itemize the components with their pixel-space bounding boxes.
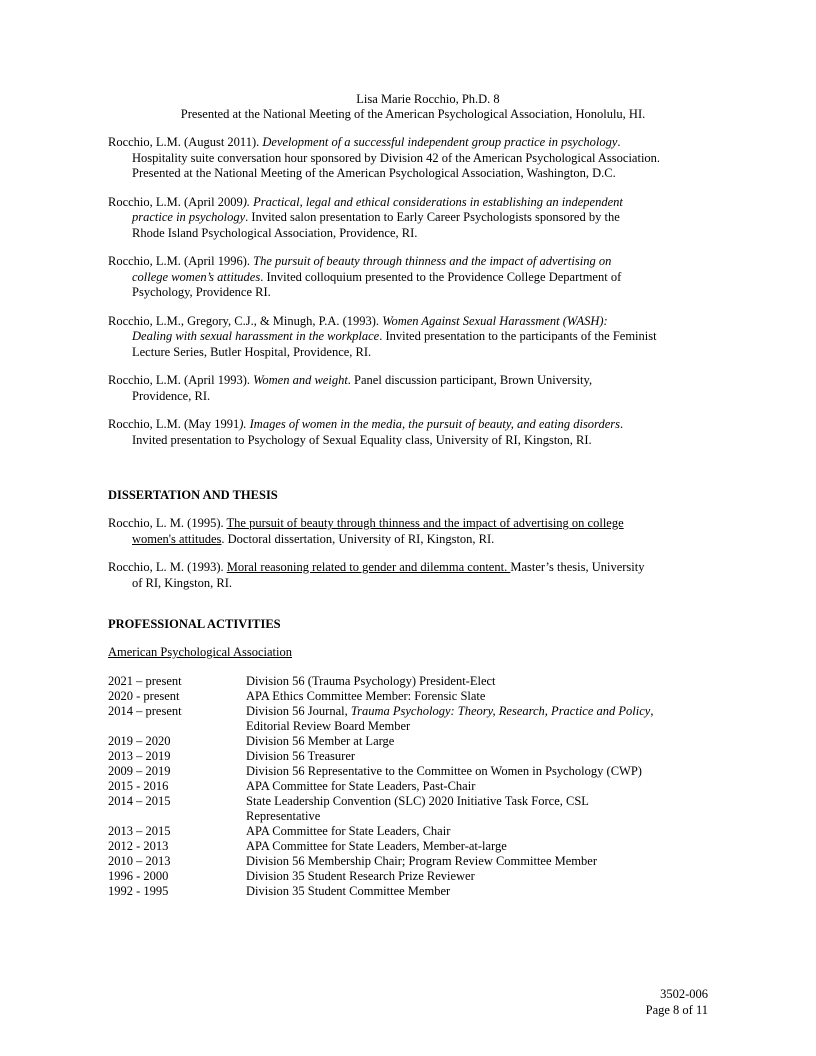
activity-description [246,884,706,899]
text-run: ). Practical, legal and ethical considerations in establishing an independent [242,194,623,209]
professional-activities-heading: PROFESSIONAL ACTIVITIES [108,617,281,631]
spacer [108,448,708,488]
text-run: of RI, Kingston, RI. [132,575,232,590]
text-run: Division 56 Treasurer [246,749,356,763]
entry-line [108,560,708,576]
activity-description [246,764,706,779]
table-row [108,854,706,869]
entry-line [108,516,708,532]
professional-activities-subheading: American Psychological Association [108,645,292,659]
text-run: APA Committee for State Leaders, Past-Chair [246,779,476,793]
page-footer [646,986,708,1018]
entry-line [108,314,708,330]
text-run: Division 56 Member at Large [246,734,395,748]
dissertation-entries [108,516,708,591]
table-row [108,689,706,704]
activity-years: 2013 – 2015 [108,824,171,838]
dissertation-entry [108,516,708,547]
text-run: . Invited salon presentation to Early Career Psychologists sponsored by the [245,210,620,224]
text-run: Editorial Review Board Member [246,719,411,733]
presentation-entry [108,417,708,448]
text-run: Rocchio, L. M. (1993). [108,560,227,574]
spacer [108,591,708,617]
table-row [108,779,706,794]
text-run: Division 56 Journal, [246,704,351,718]
text-run: Division 35 Student Committee Member [246,884,451,898]
document-id: 3502-006 [660,987,708,1001]
entry-line [108,135,708,151]
entry-line [108,285,708,301]
activity-description [246,869,706,884]
text-run: Rocchio, L.M. (April 2009 [108,194,243,209]
presentation-entry [108,314,708,361]
text-run: State Leadership Convention (SLC) 2020 Initiative Task Force, CSL [246,794,589,808]
activity-years: 2021 – present [108,674,182,688]
table-row [108,674,706,689]
activity-years: 2020 - present [108,689,180,703]
text-run: Providence, RI. [132,388,211,403]
text-run: women's attitudes [132,531,222,546]
entry-line [108,151,708,167]
table-row [108,824,706,839]
text-run: APA Committee for State Leaders, Member-at-large [246,839,507,853]
table-row [108,764,706,779]
table-row [108,839,706,854]
text-run: Rocchio, L.M. (May 1991 [108,417,240,431]
text-run: ). Images of women in the media, the pursuit of beauty, and eating disorders [239,417,620,431]
text-run: Dealing with sexual harassment in the workplace [132,329,380,343]
activity-years: 2015 - 2016 [108,779,169,793]
text-run: , [650,704,654,718]
activity-description [246,749,706,764]
text-run: Division 35 Student Research Prize Reviewer [246,869,475,883]
text-run: college women’s attitudes [132,269,261,284]
activity-description [246,824,706,839]
page-header-name: Lisa Marie Rocchio, Ph.D. 8 [356,92,500,106]
text-run: Representative [246,809,321,823]
entry-line [108,270,708,286]
text-run: The pursuit of beauty through thinness and the impact of advertising on college [226,516,624,530]
text-run: Lecture Series, Butler Hospital, Providence, RI. [132,344,372,359]
entry-line [108,226,708,242]
text-run: Rocchio, L.M. (August 2011). [108,135,263,149]
activity-description [246,689,706,704]
professional-activities-table [108,674,706,899]
text-run: Division 56 Representative to the Committee on Women in Psychology (CWP) [246,764,642,778]
text-run: Rhode Island Psychological Association, Providence, RI. [132,225,418,240]
text-run: Rocchio, L.M. (April 1996). [108,254,254,268]
entry-line [108,532,708,548]
text-run: . Panel discussion participant, Brown University, [347,373,593,387]
entry-line [108,389,708,405]
activity-years: 1996 - 2000 [108,869,169,883]
table-row [108,734,706,749]
text-run: Psychology, Providence RI. [132,285,271,299]
text-run: Master’s thesis, University [510,560,645,574]
text-run: Development of a successful independent group practice in psychology [262,135,618,149]
activity-description [246,779,706,794]
activity-description [246,704,706,734]
text-run: . Invited colloquium presented to the Providence College Department of [260,269,622,284]
text-run: Hospitality suite conversation hour sponsored by Division 42 of the American Psychological Association. [132,150,661,165]
page-header-continuation: Presented at the National Meeting of the American Psychological Association, Honolulu, HI. [180,107,646,121]
table-row [108,704,706,734]
text-run: The pursuit of beauty through thinness and the impact of advertising on [253,254,612,268]
presentation-entry [108,254,708,301]
activity-years: 2019 – 2020 [108,734,171,748]
activity-years: 2014 – present [108,704,182,718]
entry-line [108,329,708,345]
activity-description [246,794,706,824]
activity-years: 2009 – 2019 [108,764,171,778]
text-run: . Invited presentation to the participants of the Feminist [379,329,657,343]
dissertation-section-heading: DISSERTATION AND THESIS [108,488,278,502]
presentation-entry [108,373,708,404]
text-run: Invited presentation to Psychology of Sexual Equality class, University of RI, Kingston, RI. [132,432,592,447]
activity-description [246,839,706,854]
text-run: Moral reasoning related to gender and dilemma content. [226,560,511,574]
entry-line [108,166,708,182]
activity-years: 2012 - 2013 [108,839,169,853]
text-run: . [619,417,624,431]
entry-line [108,433,708,449]
activity-years: 1992 - 1995 [108,884,169,898]
table-row [108,749,706,764]
activity-years: 2014 – 2015 [108,794,171,808]
activity-description [246,734,706,749]
entry-line [108,345,708,361]
text-run: Rocchio, L.M., Gregory, C.J., & Minugh, P.A. (1993). [108,313,383,328]
text-run: Rocchio, L. M. (1995). [108,516,227,530]
presentation-entry [108,135,708,182]
text-run: Division 56 (Trauma Psychology) President-Elect [246,674,496,688]
spacer [108,632,708,645]
table-row [108,794,706,824]
activity-description [246,854,706,869]
dissertation-entry [108,560,708,591]
entry-line [108,576,708,592]
text-run: APA Ethics Committee Member: Forensic Slate [246,689,486,703]
text-run: . Doctoral dissertation, University of RI, Kingston, RI. [221,531,495,546]
text-run: Trauma Psychology: Theory, Research, Practice and Policy [350,704,651,718]
text-run: . [617,135,621,149]
activity-years: 2013 – 2019 [108,749,171,763]
table-row [108,869,706,884]
entry-line [108,210,708,226]
text-run: Women Against Sexual Harassment (WASH): [382,313,608,328]
text-run: practice in psychology [132,210,246,224]
entry-line [108,254,708,270]
presentation-entry [108,195,708,242]
activity-years: 2010 – 2013 [108,854,171,868]
text-run: Women and weight [253,373,348,387]
text-run: Presented at the National Meeting of the American Psychological Association, Washington, D.C. [132,166,616,180]
entry-line [108,417,708,433]
entry-line [108,195,708,211]
entry-line [108,373,708,389]
text-run: APA Committee for State Leaders, Chair [246,824,451,838]
page-number: Page 8 of 11 [645,1003,708,1017]
text-run: Division 56 Membership Chair; Program Review Committee Member [246,854,597,868]
table-row [108,884,706,899]
presentations-list [108,135,708,448]
activity-description [246,674,706,689]
text-run: Rocchio, L.M. (April 1993). [108,373,254,387]
